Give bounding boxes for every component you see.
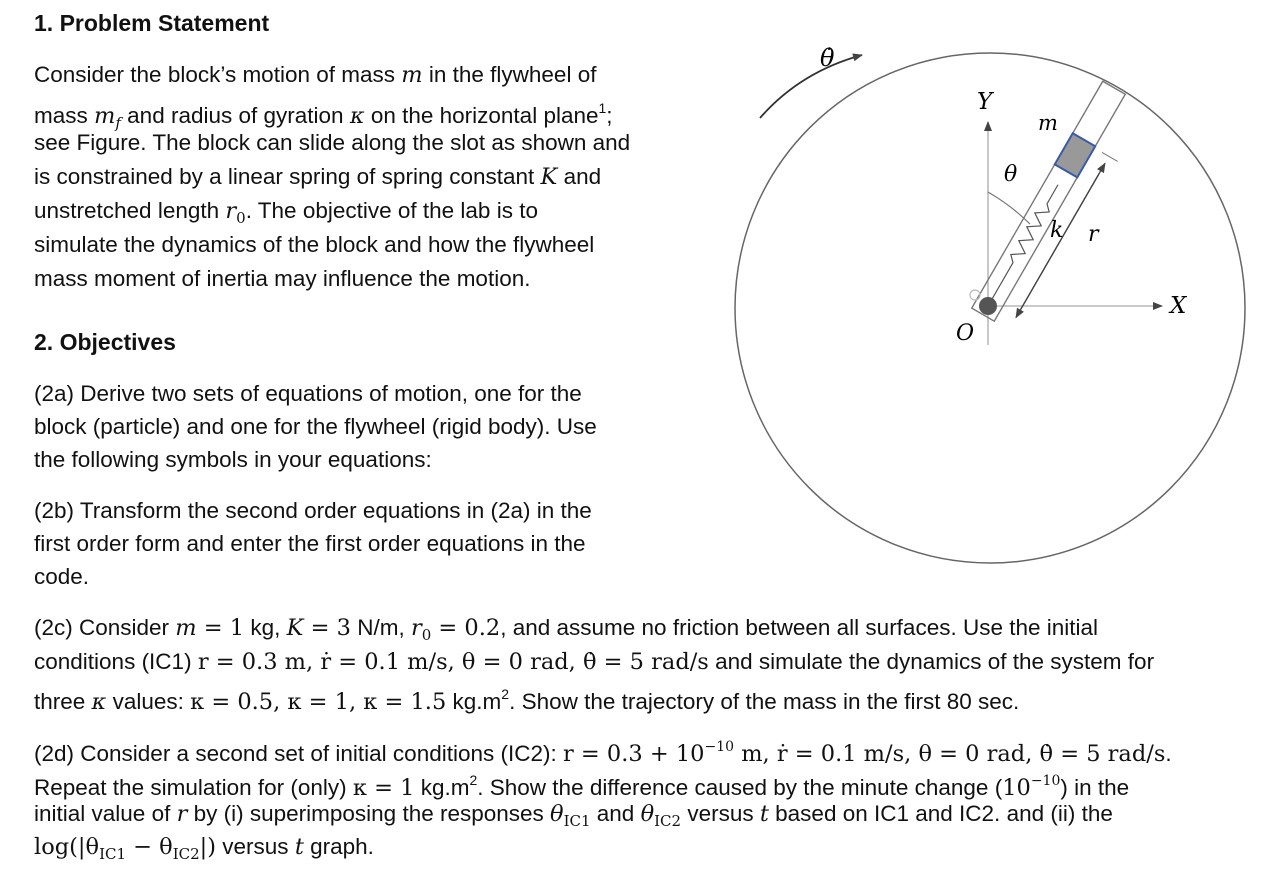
math-symbol: r <box>176 801 188 827</box>
mass-label: m <box>1038 111 1058 135</box>
math-expression: = 3 <box>303 615 351 641</box>
math-symbol: K <box>540 164 558 190</box>
text-span: Repeat the simulation for (only) <box>34 775 353 800</box>
text-span: kg, <box>244 615 287 640</box>
rotation-arrow <box>760 55 862 118</box>
text-span: values: <box>106 689 191 714</box>
text-line: mass moment of inertia may influence the motion. <box>34 266 531 291</box>
math-subscript: 0 <box>236 209 246 227</box>
text-span: Consider the block’s motion of mass <box>34 62 402 87</box>
math-subscript: IC1 <box>563 812 591 830</box>
math-symbol: t <box>294 834 304 860</box>
text-line <box>34 645 1154 679</box>
text-span: ; <box>606 103 613 128</box>
text-span: and radius of gyration <box>120 103 350 128</box>
y-axis-label: Y <box>977 89 993 115</box>
math-subscript: IC2 <box>172 845 200 863</box>
section-title-objectives: 2. Objectives <box>34 329 176 355</box>
text-line: see Figure. The block can slide along the slot as shown and <box>34 130 631 155</box>
text-span: . Show the difference caused by the minute change ( <box>477 775 1003 800</box>
text-span: mass <box>34 103 95 128</box>
math-subscript: IC2 <box>654 812 682 830</box>
section-title-problem-statement: 1. Problem Statement <box>34 10 270 36</box>
block-mass <box>1055 133 1096 177</box>
math-symbol: m <box>94 103 116 129</box>
text-span: and simulate the dynamics of the system for <box>708 649 1155 674</box>
text-span: versus <box>216 834 295 859</box>
math-symbol: θ <box>550 801 564 827</box>
math-expression: r = 0.3 + 10 <box>563 741 705 767</box>
math-subscript: IC1 <box>99 845 127 863</box>
math-expression: = 0.2 <box>431 615 501 641</box>
math-expression: |) <box>199 834 217 860</box>
text-line: first order form and enter the first order equations in the <box>34 531 586 556</box>
text-span: and <box>590 801 641 826</box>
flywheel-figure <box>700 25 1270 585</box>
text-line <box>34 830 374 871</box>
text-span: versus <box>681 801 760 826</box>
text-span: . <box>1165 741 1172 766</box>
math-symbol: κ <box>91 689 107 715</box>
slot-assembly <box>972 81 1149 334</box>
text-span: (2d) Consider a second set of initial conditions (IC2): <box>34 741 564 766</box>
text-span: is constrained by a linear spring of spring constant <box>34 164 541 189</box>
spring-anchor <box>970 290 980 300</box>
superscript: 2 <box>501 686 510 702</box>
math-symbol: θ <box>640 801 655 827</box>
math-expression: − θ <box>126 834 173 860</box>
math-expression: κ = 0.5, κ = 1, κ = 1.5 <box>190 689 447 715</box>
text-line <box>34 160 601 194</box>
origin-label: O <box>956 321 975 346</box>
math-expression: m, ṙ = 0.1 m/s, θ = 0 rad, θ̇ = 5 rad/s <box>734 741 1166 767</box>
math-symbol: r <box>410 615 422 641</box>
text-span: by (i) superimposing the responses <box>187 801 551 826</box>
text-line <box>34 58 596 92</box>
text-line: code. <box>34 564 90 589</box>
superscript: −10 <box>1030 773 1061 789</box>
text-span: N/m, <box>350 615 411 640</box>
r-dimension-arrow-down <box>1016 174 1099 318</box>
text-line: the following symbols in your equations: <box>34 447 432 472</box>
text-span: three <box>34 689 92 714</box>
text-span: unstretched length <box>34 198 226 223</box>
math-subscript: f <box>115 114 121 132</box>
text-line <box>34 678 1019 719</box>
text-span: graph. <box>303 834 374 859</box>
math-expression: = 1 <box>196 615 245 641</box>
math-expression: log(|θ <box>34 834 100 860</box>
math-expression: r = 0.3 m, ṙ = 0.1 m/s, θ = 0 rad, θ̇ = 5 rad/s <box>197 649 709 675</box>
math-expression: 10 <box>1002 775 1031 801</box>
text-line: block (particle) and one for the flywheel (rigid body). Use <box>34 414 597 439</box>
text-span: initial value of <box>34 801 177 826</box>
math-symbol: κ <box>349 103 365 129</box>
math-expression: κ = 1 <box>352 775 415 801</box>
math-symbol: K <box>286 615 304 641</box>
text-span: . Show the trajectory of the mass in the first 80 sec. <box>509 689 1020 714</box>
text-span: based on IC1 and IC2. and (ii) the <box>768 801 1113 826</box>
text-span: ) in the <box>1060 775 1130 800</box>
text-span: , and assume no friction between all surfaces. Use the initial <box>500 615 1099 640</box>
superscript: 2 <box>469 772 478 788</box>
text-span: in the flywheel of <box>422 62 597 87</box>
theta-label: θ <box>1004 162 1018 187</box>
text-span: on the horizontal plane <box>364 103 599 128</box>
text-span: kg.m <box>446 689 502 714</box>
text-line: simulate the dynamics of the block and how the flywheel <box>34 232 595 257</box>
text-span: (2c) Consider <box>34 615 176 640</box>
pivot-point <box>979 297 997 315</box>
x-axis-label: X <box>1170 293 1187 319</box>
text-span: . The objective of the lab is to <box>245 198 538 223</box>
math-symbol: r <box>225 198 237 224</box>
text-span: and <box>557 164 602 189</box>
math-symbol: m <box>175 615 197 641</box>
r-dimension-tick-top <box>1102 152 1118 161</box>
text-line: (2a) Derive two sets of equations of motion, one for the <box>34 381 582 406</box>
r-label: r <box>1088 222 1099 247</box>
math-symbol: t <box>759 801 769 827</box>
text-span: conditions (IC1) <box>34 649 198 674</box>
theta-dot-label: θ̇ <box>820 44 835 72</box>
text-line: (2b) Transform the second order equations in (2a) in the <box>34 498 592 523</box>
superscript: −10 <box>704 739 735 755</box>
math-subscript: 0 <box>421 626 432 644</box>
math-symbol: m <box>401 62 423 88</box>
spring-constant-label: k <box>1050 218 1064 243</box>
footnote-marker: 1 <box>598 100 607 116</box>
text-span: kg.m <box>414 775 470 800</box>
